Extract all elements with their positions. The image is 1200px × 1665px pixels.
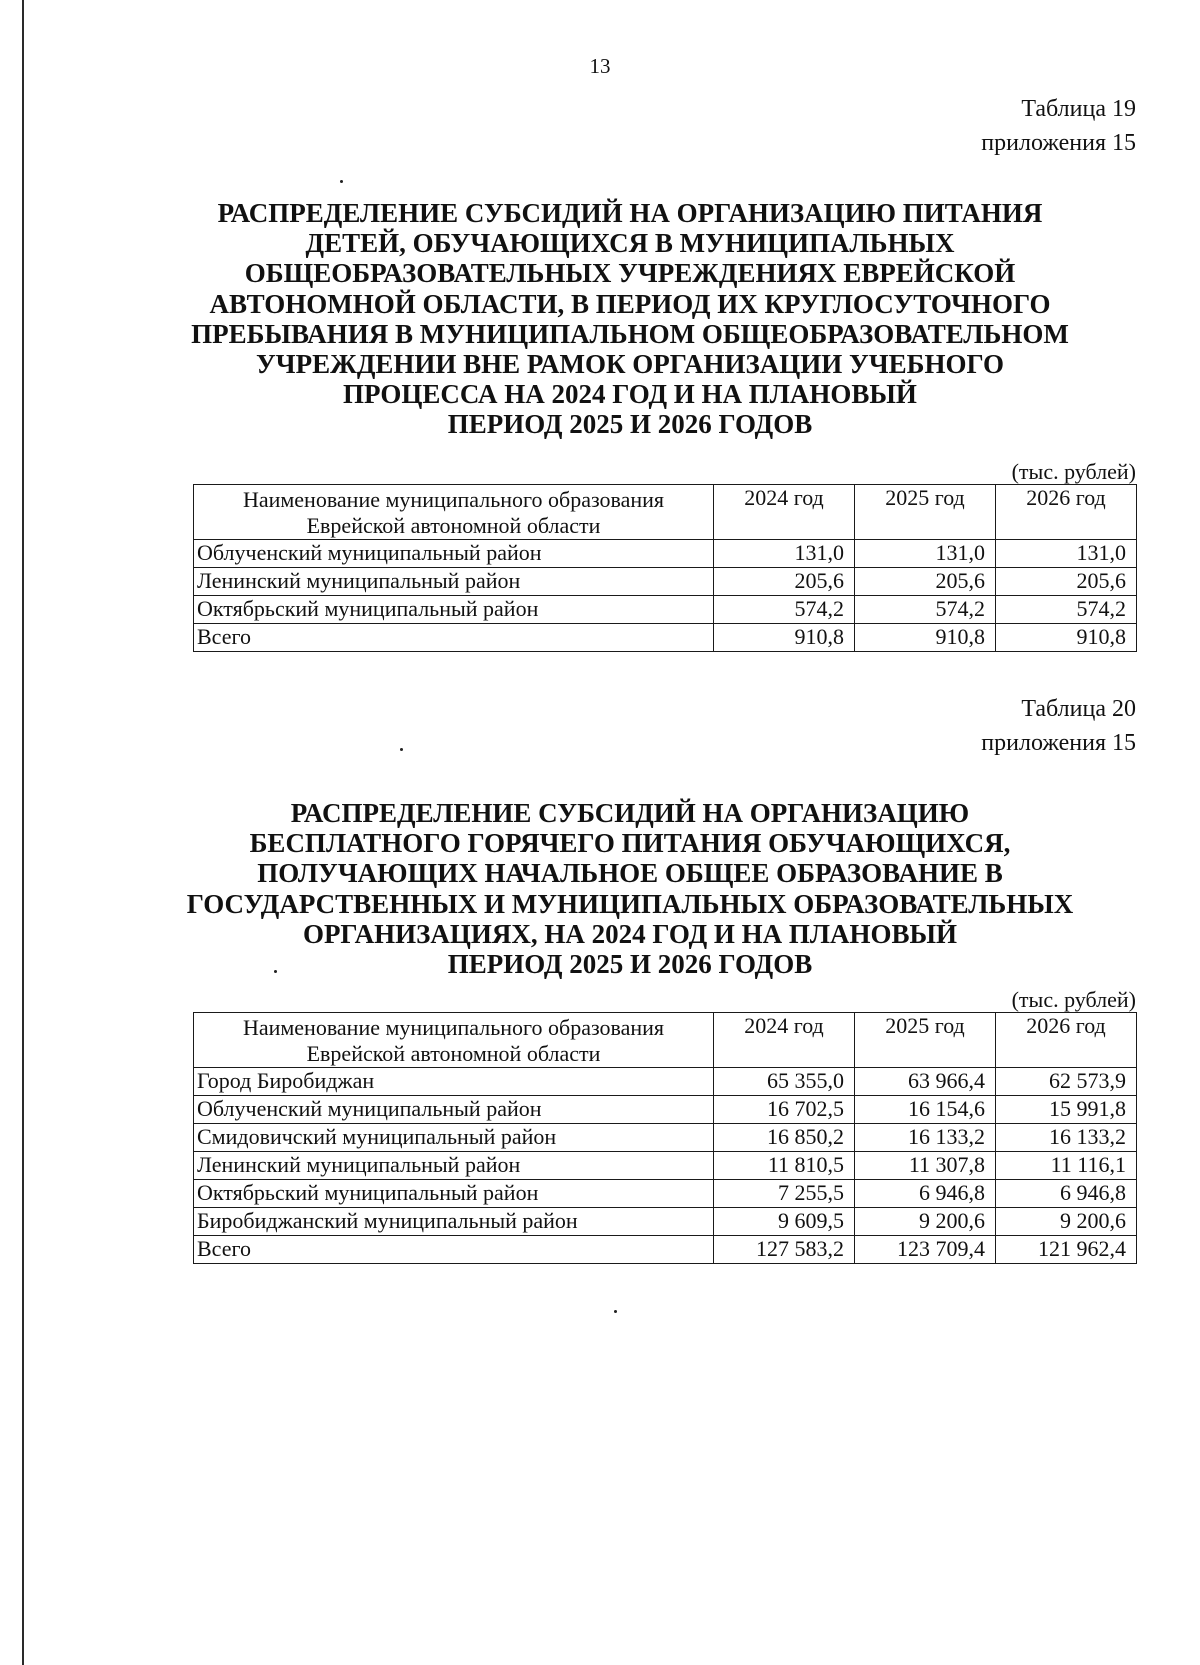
value-2024: 7 255,5 xyxy=(714,1180,855,1208)
value-2024: 131,0 xyxy=(714,540,855,568)
table-20-reference xyxy=(816,692,1136,760)
value-2026: 62 573,9 xyxy=(996,1068,1137,1096)
value-2025: 9 200,6 xyxy=(855,1208,996,1236)
value-2026: 9 200,6 xyxy=(996,1208,1137,1236)
table-row xyxy=(194,540,1137,568)
column-header-2024: 2024 год xyxy=(714,485,855,540)
row-name: Октябрьский муниципальный район xyxy=(194,1180,714,1208)
row-name: Смидовичский муниципальный район xyxy=(194,1124,714,1152)
value-2026: 205,6 xyxy=(996,568,1137,596)
column-header-2024: 2024 год xyxy=(714,1013,855,1068)
row-name: Биробиджанский муниципальный район xyxy=(194,1208,714,1236)
table-row xyxy=(194,596,1137,624)
value-2024: 9 609,5 xyxy=(714,1208,855,1236)
value-2025: 205,6 xyxy=(855,568,996,596)
table-row xyxy=(194,1124,1137,1152)
value-2024: 127 583,2 xyxy=(714,1236,855,1264)
scan-speck xyxy=(274,970,277,973)
row-name: Ленинский муниципальный район xyxy=(194,1152,714,1180)
title-line: УЧРЕЖДЕНИИ ВНЕ РАМОК ОРГАНИЗАЦИИ УЧЕБНОГО xyxy=(255,349,1005,380)
title-line: БЕСПЛАТНОГО ГОРЯЧЕГО ПИТАНИЯ ОБУЧАЮЩИХСЯ, xyxy=(249,828,1011,859)
table-19-title xyxy=(140,198,1120,440)
title-line: АВТОНОМНОЙ ОБЛАСТИ, В ПЕРИОД ИХ КРУГЛОСУТОЧНОГО xyxy=(209,288,1051,319)
title-line: ПРОЦЕССА НА 2024 ГОД И НА ПЛАНОВЫЙ xyxy=(343,379,917,410)
table-19-reference xyxy=(816,92,1136,160)
value-2026: 11 116,1 xyxy=(996,1152,1137,1180)
table-row-total xyxy=(194,1236,1137,1264)
table-20-title xyxy=(140,798,1120,979)
units-label: (тыс. рублей) xyxy=(1011,459,1136,484)
value-2024: 16 702,5 xyxy=(714,1096,855,1124)
title-line: ОБЩЕОБРАЗОВАТЕЛЬНЫХ УЧРЕЖДЕНИЯХ ЕВРЕЙСКОЙ xyxy=(244,258,1016,289)
table-label: Таблица 20 xyxy=(1021,696,1136,722)
table-header-row xyxy=(194,485,1137,540)
title-line: ПРЕБЫВАНИЯ В МУНИЦИПАЛЬНОМ ОБЩЕОБРАЗОВАТЕЛЬНОМ xyxy=(191,318,1069,349)
title-line: ПЕРИОД 2025 И 2026 ГОДОВ xyxy=(447,409,813,440)
scan-edge-line xyxy=(22,0,24,1665)
table-row xyxy=(194,1180,1137,1208)
row-name: Ленинский муниципальный район xyxy=(194,568,714,596)
value-2025: 574,2 xyxy=(855,596,996,624)
page-number: 13 xyxy=(589,54,611,78)
title-line: ГОСУДАРСТВЕННЫХ И МУНИЦИПАЛЬНЫХ ОБРАЗОВАТЕЛЬНЫХ xyxy=(186,888,1074,919)
value-2024: 11 810,5 xyxy=(714,1152,855,1180)
row-name: Облученский муниципальный район xyxy=(194,540,714,568)
title-line: ОРГАНИЗАЦИЯХ, НА 2024 ГОД И НА ПЛАНОВЫЙ xyxy=(302,918,958,949)
title-line: ПЕРИОД 2025 И 2026 ГОДОВ xyxy=(447,949,813,980)
value-2024: 16 850,2 xyxy=(714,1124,855,1152)
value-2026: 6 946,8 xyxy=(996,1180,1137,1208)
title-line: ДЕТЕЙ, ОБУЧАЮЩИХСЯ В МУНИЦИПАЛЬНЫХ xyxy=(305,228,955,259)
value-2024: 205,6 xyxy=(714,568,855,596)
column-header-2025: 2025 год xyxy=(855,1013,996,1068)
value-2024: 65 355,0 xyxy=(714,1068,855,1096)
value-2025: 11 307,8 xyxy=(855,1152,996,1180)
value-2026: 131,0 xyxy=(996,540,1137,568)
value-2026: 121 962,4 xyxy=(996,1236,1137,1264)
value-2026: 16 133,2 xyxy=(996,1124,1137,1152)
scan-speck xyxy=(340,180,343,183)
table-header-row xyxy=(194,1013,1137,1068)
value-2025: 910,8 xyxy=(855,624,996,652)
column-header-2026: 2026 год xyxy=(996,485,1137,540)
units-label: (тыс. рублей) xyxy=(1011,987,1136,1012)
table-row-total xyxy=(194,624,1137,652)
table-row xyxy=(194,1208,1137,1236)
value-2025: 131,0 xyxy=(855,540,996,568)
column-header-2025: 2025 год xyxy=(855,485,996,540)
value-2026: 574,2 xyxy=(996,596,1137,624)
scan-speck xyxy=(614,1310,617,1313)
title-line: РАСПРЕДЕЛЕНИЕ СУБСИДИЙ НА ОРГАНИЗАЦИЮ ПИТАНИЯ xyxy=(217,198,1043,228)
value-2024: 910,8 xyxy=(714,624,855,652)
table-20 xyxy=(193,1012,1137,1264)
row-name: Всего xyxy=(194,1236,714,1264)
scan-speck xyxy=(400,748,403,751)
row-name: Октябрьский муниципальный район xyxy=(194,596,714,624)
value-2025: 16 154,6 xyxy=(855,1096,996,1124)
value-2025: 6 946,8 xyxy=(855,1180,996,1208)
table-row xyxy=(194,1152,1137,1180)
value-2024: 574,2 xyxy=(714,596,855,624)
column-header-2026: 2026 год xyxy=(996,1013,1137,1068)
table-19 xyxy=(193,484,1137,652)
row-name: Город Биробиджан xyxy=(194,1068,714,1096)
row-name: Облученский муниципальный район xyxy=(194,1096,714,1124)
value-2026: 15 991,8 xyxy=(996,1096,1137,1124)
value-2025: 123 709,4 xyxy=(855,1236,996,1264)
appendix-label: приложения 15 xyxy=(981,730,1136,756)
table-label: Таблица 19 xyxy=(1021,96,1136,122)
row-name: Всего xyxy=(194,624,714,652)
value-2026: 910,8 xyxy=(996,624,1137,652)
value-2025: 63 966,4 xyxy=(855,1068,996,1096)
table-row xyxy=(194,568,1137,596)
title-line: РАСПРЕДЕЛЕНИЕ СУБСИДИЙ НА ОРГАНИЗАЦИЮ xyxy=(290,798,970,828)
column-header-name: Наименование муниципального образования Еврейской автономной области xyxy=(194,485,714,540)
column-header-name: Наименование муниципального образования Еврейской автономной области xyxy=(194,1013,714,1068)
value-2025: 16 133,2 xyxy=(855,1124,996,1152)
table-row xyxy=(194,1068,1137,1096)
title-line: ПОЛУЧАЮЩИХ НАЧАЛЬНОЕ ОБЩЕЕ ОБРАЗОВАНИЕ В xyxy=(257,858,1003,889)
table-row xyxy=(194,1096,1137,1124)
appendix-label: приложения 15 xyxy=(981,130,1136,156)
